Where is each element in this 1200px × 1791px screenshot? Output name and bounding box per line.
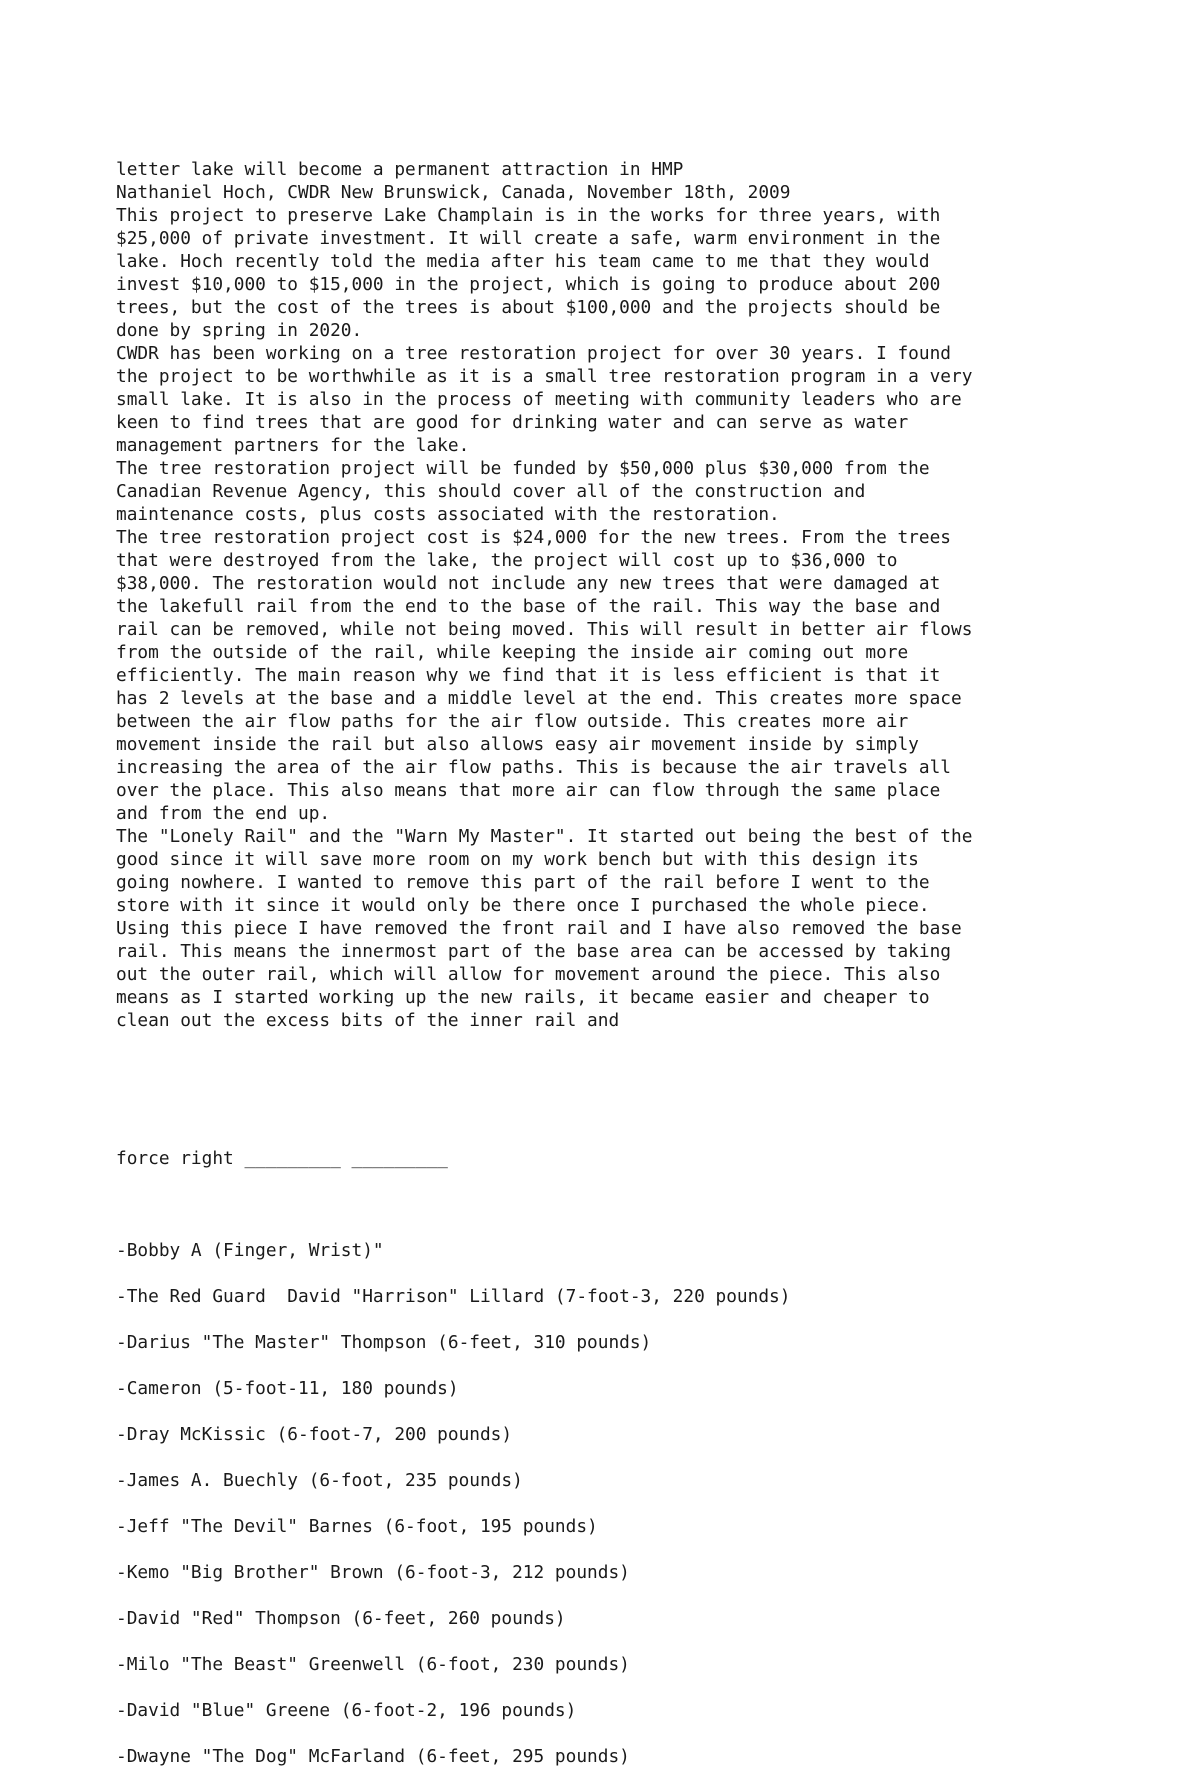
- list-item: -Jeff "The Devil" Barnes (6-foot, 195 pounds): [116, 1516, 598, 1537]
- list-item: -Bobby A (Finger, Wrist)": [116, 1240, 384, 1261]
- body-line: keen to find trees that are good for drinking water and can serve as water: [116, 412, 909, 433]
- body-line: letter lake will become a permanent attraction in HMP: [116, 159, 684, 180]
- spacer: [116, 1400, 1116, 1423]
- body-line: good since it will save more room on my work bench but with this design its: [116, 849, 919, 870]
- body-line: Using this piece I have removed the front rail and I have also removed the base: [116, 918, 962, 939]
- body-line: Nathaniel Hoch, CWDR New Brunswick, Canada, November 18th, 2009: [116, 182, 791, 203]
- body-line: The "Lonely Rail" and the "Warn My Master". It started out being the best of the: [116, 826, 973, 847]
- body-line: lake. Hoch recently told the media after his team came to me that they would: [116, 251, 930, 272]
- body-line: movement inside the rail but also allows easy air movement inside by simply: [116, 734, 919, 755]
- spacer: [116, 1538, 1116, 1561]
- spacer: [116, 1630, 1116, 1653]
- body-line: the project to be worthwhile as it is a small tree restoration program in a very: [116, 366, 973, 387]
- body-line: invest $10,000 to $15,000 in the project, which is going to produce about 200: [116, 274, 941, 295]
- list-item: -Kemo "Big Brother" Brown (6-foot-3, 212 pounds): [116, 1562, 630, 1583]
- body-line: means as I started working up the new rails, it became easier and cheaper to: [116, 987, 930, 1008]
- body-line: rail can be removed, while not being moved. This will result in better air flows: [116, 619, 973, 640]
- body-line: done by spring in 2020.: [116, 320, 363, 341]
- body-line: Canadian Revenue Agency, this should cover all of the construction and: [116, 481, 866, 502]
- spacer: [116, 1676, 1116, 1699]
- body-line: This project to preserve Lake Champlain is in the works for three years, with: [116, 205, 941, 226]
- body-line: between the air flow paths for the air flow outside. This creates more air: [116, 711, 909, 732]
- body-line: maintenance costs, plus costs associated with the restoration.: [116, 504, 780, 525]
- body-line: $38,000. The restoration would not include any new trees that were damaged at: [116, 573, 941, 594]
- list-item: -David "Red" Thompson (6-feet, 260 pounds): [116, 1608, 566, 1629]
- roster-list: [116, 1216, 1116, 1768]
- spacer: [116, 1354, 1116, 1377]
- body-line: going nowhere. I wanted to remove this part of the rail before I went to the: [116, 872, 930, 893]
- body-line: small lake. It is also in the process of meeting with community leaders who are: [116, 389, 962, 410]
- list-item: -David "Blue" Greene (6-foot-2, 196 pounds): [116, 1700, 577, 1721]
- spacer: [116, 1492, 1116, 1515]
- spacer: [116, 1308, 1116, 1331]
- body-line: The tree restoration project cost is $24,000 for the new trees. From the trees: [116, 527, 952, 548]
- document-page: [116, 112, 1116, 1791]
- spacer: [116, 1446, 1116, 1469]
- list-item: -James A. Buechly (6-foot, 235 pounds): [116, 1470, 523, 1491]
- list-item: -Milo "The Beast" Greenwell (6-foot, 230 pounds): [116, 1654, 630, 1675]
- list-item: -Dwayne "The Dog" McFarland (6-feet, 295 pounds): [116, 1746, 630, 1767]
- spacer: [116, 1584, 1116, 1607]
- body-line: rail. This means the innermost part of the base area can be accessed by taking: [116, 941, 952, 962]
- spacer: [116, 1078, 1116, 1101]
- spacer: [116, 1262, 1116, 1285]
- force-line: force right _________ _________: [116, 1148, 448, 1169]
- body-line: out the outer rail, which will allow for movement around the piece. This also: [116, 964, 941, 985]
- body-line: trees, but the cost of the trees is about $100,000 and the projects should be: [116, 297, 941, 318]
- list-item: -Cameron (5-foot-11, 180 pounds): [116, 1378, 459, 1399]
- body-line: store with it since it would only be there once I purchased the whole piece.: [116, 895, 930, 916]
- list-item: -Darius "The Master" Thompson (6-feet, 310 pounds): [116, 1332, 652, 1353]
- body-line: the lakefull rail from the end to the base of the rail. This way the base and: [116, 596, 941, 617]
- list-item: -Dray McKissic (6-foot-7, 200 pounds): [116, 1424, 513, 1445]
- body-line: $25,000 of private investment. It will create a safe, warm environment in the: [116, 228, 941, 249]
- body-line: from the outside of the rail, while keeping the inside air coming out more: [116, 642, 909, 663]
- body-line: management partners for the lake.: [116, 435, 470, 456]
- list-item: -The Red Guard David "Harrison" Lillard (7-foot-3, 220 pounds): [116, 1286, 791, 1307]
- document-body: [116, 158, 1116, 1032]
- spacer: [116, 1216, 1116, 1239]
- body-line: efficiently. The main reason why we find that it is less efficient is that it: [116, 665, 941, 686]
- spacer: [116, 1722, 1116, 1745]
- body-line: The tree restoration project will be funded by $50,000 plus $30,000 from the: [116, 458, 930, 479]
- body-line: clean out the excess bits of the inner rail and: [116, 1010, 620, 1031]
- body-line: that were destroyed from the lake, the project will cost up to $36,000 to: [116, 550, 898, 571]
- body-line: increasing the area of the air flow paths. This is because the air travels all: [116, 757, 952, 778]
- body-line: over the place. This also means that more air can flow through the same place: [116, 780, 941, 801]
- body-line: CWDR has been working on a tree restoration project for over 30 years. I found: [116, 343, 952, 364]
- body-line: has 2 levels at the base and a middle level at the end. This creates more space: [116, 688, 962, 709]
- body-line: and from the end up.: [116, 803, 331, 824]
